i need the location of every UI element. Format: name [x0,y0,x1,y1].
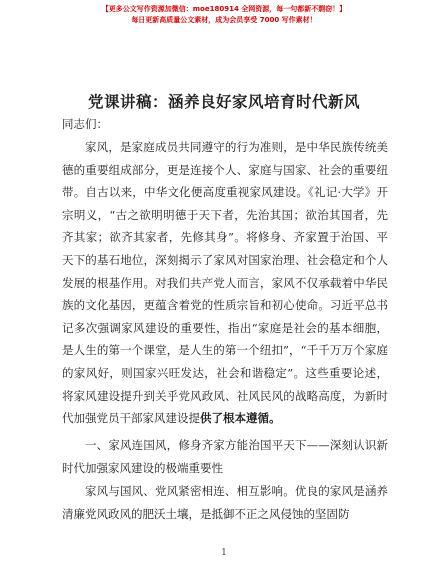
promo-banner [0,4,448,26]
document-title: 党课讲稿：涵养良好家风培育时代新风 [87,93,360,111]
promo-banner-line-1: 【更多公文写作资源加微信：moe180914 全网资源，每一句都新不剽窃！】 [101,5,347,13]
paragraph-intro-text: 家风，是家庭成员共同遵守的行为准则，是中华民族传统美德的重要组成部分，更是连接个人、家庭与国家、社会的重要纽带。自古以来，中华文化便高度重视家风建设。《礼记·大学》开宗明义，“古之欲明明德于天下者，先治其国；欲治其国者，先齐其家；欲齐其家者，先修其身”。将修身、齐家置于治国、平天下的基石地位，深刻揭示了家风对国家治理、社会稳定和个人发展的根基作用。对我们共产党人而言，家风不仅承载着中华民族的文化基因，更蕴含着党的性质宗旨和初心使命。习近平总书记多次强调家风建设的重要性，指出“家庭是社会的基本细胞，是人生的第一个课堂，是人生的第一个纽扣”，“千千万万个家庭的家风好，则国家兴旺发达，社会和谐稳定”。这些重要论述，将家风建设提升到关乎党风政风、社风民风的战略高度，为新时代加强党员干部家风建设提 [62,140,388,426]
promo-banner-line-2: 每日更新高质量公文素材，成为会员享受 7000 写作素材！ [131,16,317,24]
paragraph-section-1: 家风与国风、党风紧密相连、相互影响。优良的家风是涵养清廉党风政风的肥沃土壤，是抵御不正之风侵蚀的坚固防 [62,484,388,521]
section-heading-1: 一、家风连国风，修身齐家方能治国平天下——深刻认识新时代加强家风建设的极端重要性 [62,438,388,475]
page-number: 1 [221,548,227,558]
salutation: 同志们： [62,117,108,131]
paragraph-intro-emphasis: 供了根本遵循。 [200,411,281,426]
paragraph-intro [62,136,388,430]
